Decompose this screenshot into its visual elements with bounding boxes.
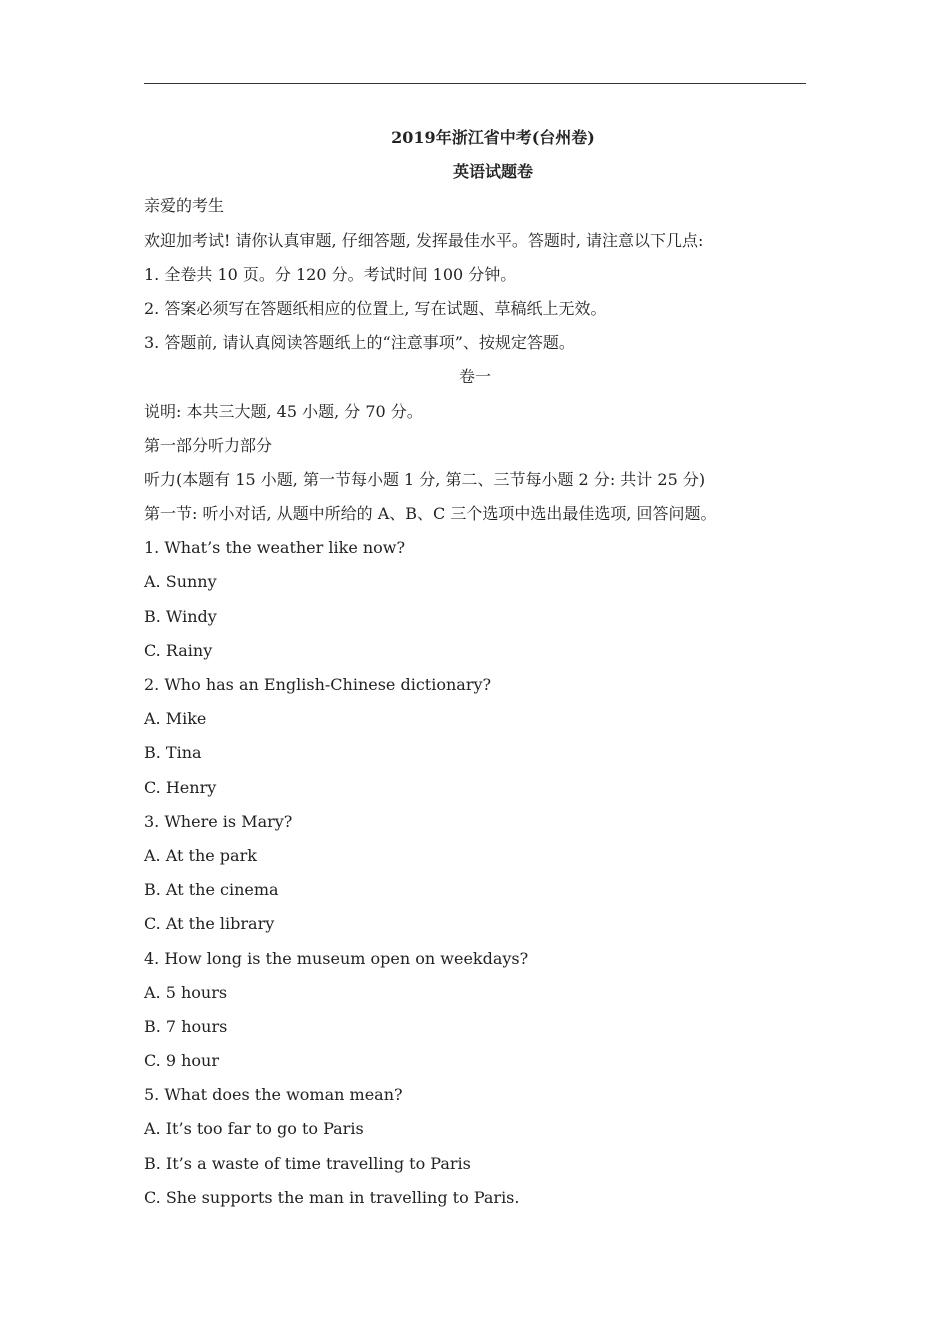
answer-option: C. Henry (144, 777, 217, 797)
question-text: 1. What’s the weather like now? (144, 538, 406, 558)
answer-option: B. 7 hours (144, 1016, 228, 1036)
answer-option: B. Tina (144, 743, 202, 763)
answer-option: C. 9 hour (144, 1051, 219, 1071)
welcome-text: 欢迎加考试! 请你认真审题, 仔细答题, 发挥最佳水平。答题时, 请注意以下几点: (144, 230, 704, 250)
listening-heading: 听力(本题有 15 小题, 第一节每小题 1 分, 第二、三节每小题 2 分: 共计 25 分) (144, 469, 706, 489)
greeting: 亲爱的考生 (144, 196, 225, 216)
answer-option: C. At the library (144, 914, 275, 934)
volume-heading: 卷一 (458, 367, 491, 387)
document-body (144, 121, 806, 1215)
answer-option: A. 5 hours (144, 982, 228, 1002)
question-text: 2. Who has an English-Chinese dictionary? (144, 675, 492, 694)
answer-option: C. She supports the man in travelling to Paris. (144, 1187, 520, 1207)
answer-option: B. It’s a waste of time travelling to Paris (144, 1153, 471, 1173)
answer-option: B. Windy (144, 606, 217, 626)
document-title: 2019年浙江省中考(台州卷) (391, 128, 595, 147)
answer-option: B. At the cinema (144, 880, 279, 900)
header-rule (144, 83, 806, 84)
question-text: 5. What does the woman mean? (144, 1085, 403, 1105)
note-item: 2. 答案必须写在答题纸相应的位置上, 写在试题、草稿纸上无效。 (144, 298, 607, 318)
note-item: 3. 答题前, 请认真阅读答题纸上的“注意事项”、按规定答题。 (144, 333, 575, 353)
answer-option: A. At the park (144, 845, 257, 865)
answer-option: A. Sunny (144, 572, 217, 592)
section-instruction: 第一节: 听小对话, 从题中所给的 A、B、C 三个选项中选出最佳选项, 回答问题。 (144, 504, 717, 524)
part-heading: 第一部分听力部分 (144, 435, 273, 455)
answer-option: A. Mike (144, 709, 207, 729)
answer-option: A. It’s too far to go to Paris (144, 1119, 364, 1139)
document-subtitle: 英语试题卷 (452, 162, 533, 182)
question-text: 3. Where is Mary? (144, 811, 293, 831)
answer-option: C. Rainy (144, 640, 213, 660)
paper-explanation: 说明: 本共三大题, 45 小题, 分 70 分。 (144, 401, 423, 421)
note-item: 1. 全卷共 10 页。分 120 分。考试时间 100 分钟。 (144, 264, 517, 284)
question-text: 4. How long is the museum open on weekdays? (144, 948, 529, 968)
